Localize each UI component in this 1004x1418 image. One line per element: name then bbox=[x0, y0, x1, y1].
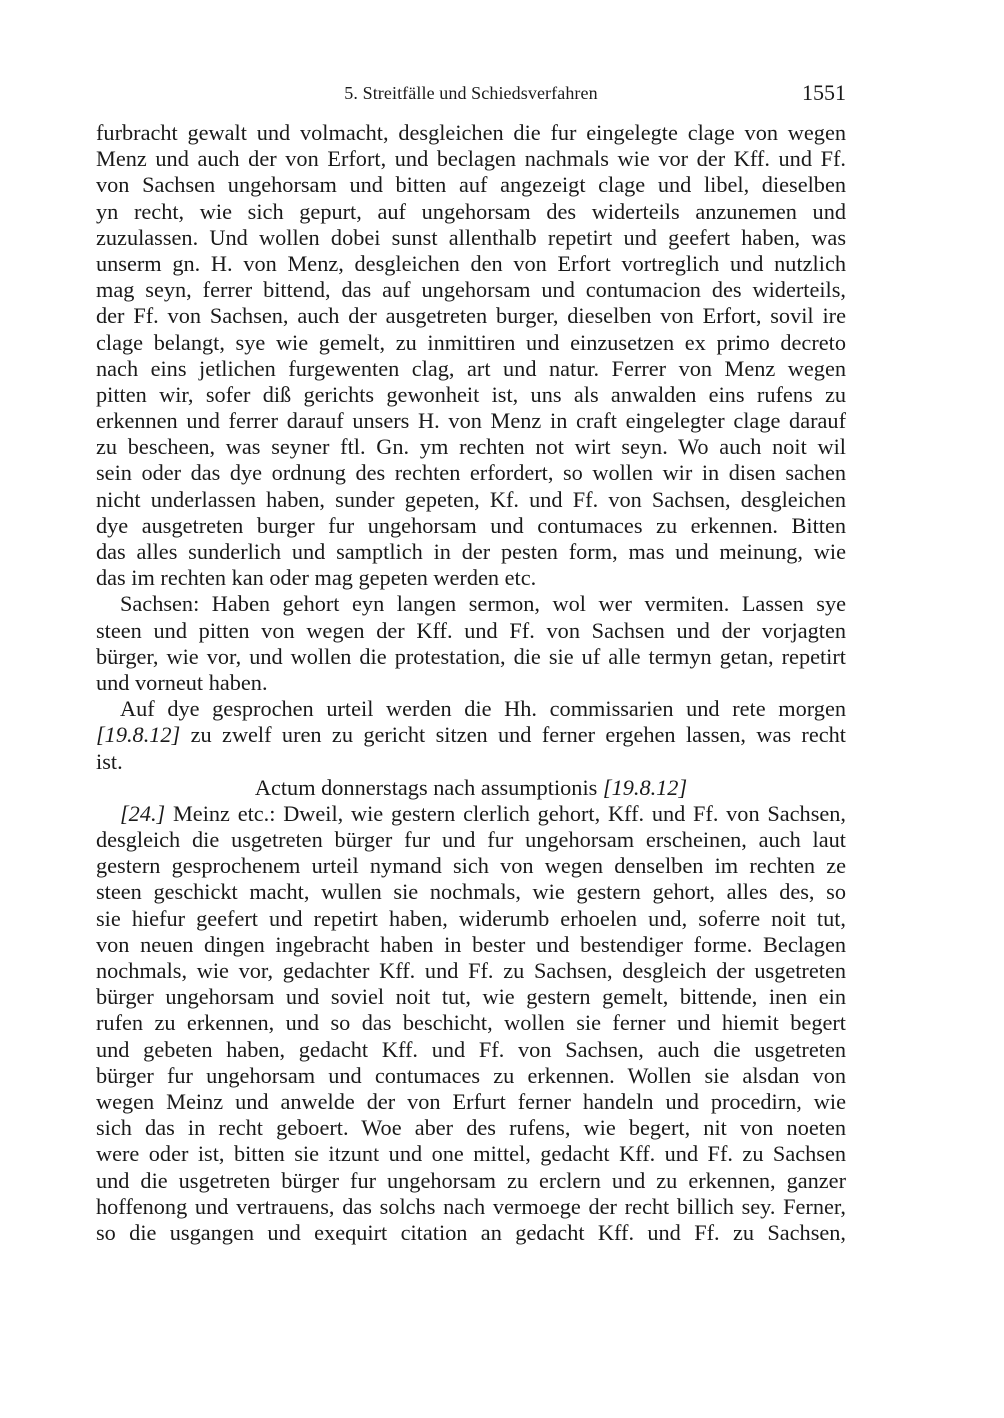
text-line bbox=[96, 749, 846, 775]
text-segment: zu zwelf uren zu gericht sitzen und ferner ergehen lassen, was recht bbox=[180, 722, 846, 748]
text-line bbox=[96, 146, 846, 172]
text-segment: so die usgangen und exequirt citation an gedacht Kff. und Ff. zu Sachsen, bbox=[96, 1219, 846, 1245]
text-segment: das im rechten kan oder mag gepeten werden etc. bbox=[96, 565, 537, 591]
text-segment: Menz und auch der von Erfort, und beclagen nachmals wie vor der Kff. und Ff. bbox=[96, 146, 846, 172]
text-line bbox=[96, 1168, 846, 1194]
text-line bbox=[96, 565, 846, 591]
text-segment: desgleich die usgetreten bürger fur und fur ungehorsam erscheinen, auch laut bbox=[96, 827, 846, 853]
text-segment: were oder ist, bitten sie itzunt und one mittel, gedacht Kff. und Ff. zu Sachsen bbox=[96, 1141, 846, 1167]
text-segment: Meinz etc.: Dweil, wie gestern clerlich gehort, Kff. und Ff. von Sachsen, bbox=[165, 800, 846, 826]
editorial-note: [24.] bbox=[120, 800, 166, 826]
text-line bbox=[96, 670, 846, 696]
text-segment: bürger, wie vor, und wollen die protestation, die sie uf alle termyn getan, repetirt bbox=[96, 643, 846, 669]
text-segment: bürger fur ungehorsam und contumaces zu erkennen. Wollen sie alsdan von bbox=[96, 1062, 846, 1088]
text-line bbox=[96, 722, 846, 748]
text-segment: sich das in recht geboert. Woe aber des rufens, wie begert, nit von noeten bbox=[96, 1115, 846, 1141]
running-title: 5. Streitfälle und Schiedsverfahren bbox=[344, 83, 598, 103]
text-line bbox=[96, 539, 846, 565]
text-segment: mag seyn, ferrer bittend, das auf ungehorsam und contumacion des widerteils, bbox=[96, 277, 846, 303]
text-segment: clage belangt, sye wie gemelt, zu inmittiren und einzusetzen ex primo decreto bbox=[96, 329, 846, 355]
text-segment: der Ff. von Sachsen, auch der ausgetreten burger, dieselben von Erfort, sovil ire bbox=[96, 303, 846, 329]
text-segment: Sachsen: Haben gehort eyn langen sermon, wol wer vermiten. Lassen sye bbox=[120, 591, 846, 617]
text-line bbox=[96, 1194, 846, 1220]
text-line bbox=[96, 1037, 846, 1063]
text-line bbox=[96, 382, 846, 408]
text-segment: Actum donnerstags nach assumptionis bbox=[254, 774, 603, 800]
text-line bbox=[96, 277, 846, 303]
text-line bbox=[96, 591, 846, 617]
text-line bbox=[96, 1115, 846, 1141]
text-line bbox=[96, 696, 846, 722]
editorial-note: [19.8.12] bbox=[96, 722, 181, 748]
text-segment: nicht underlassen haben, sunder gepeten, Kf. und Ff. von Sachsen, desgleichen bbox=[96, 486, 846, 512]
text-line bbox=[96, 460, 846, 486]
text-segment: von Sachsen ungehorsam und bitten auf angezeigt clage und libel, dieselben bbox=[96, 172, 846, 198]
text-line bbox=[96, 801, 846, 827]
text-line bbox=[96, 932, 846, 958]
text-segment: gestern gesprochenem urteil nymand sich von wegen denselben im rechten ze bbox=[96, 853, 846, 879]
text-line bbox=[96, 827, 846, 853]
text-segment: Auf dye gesprochen urteil werden die Hh. commissarien und rete morgen bbox=[120, 696, 846, 722]
text-segment: zu bescheen, was seyner ftl. Gn. ym rechten not wirt seyn. Wo auch noit wil bbox=[96, 434, 846, 460]
text-segment: von neuen dingen ingebracht haben in bester und bestendiger forme. Beclagen bbox=[96, 931, 846, 957]
text-segment: furbracht gewalt und volmacht, desgleichen die fur eingelegte clage von wegen bbox=[96, 120, 846, 145]
text-segment: yn recht, wie sich gepurt, auf ungehorsam des widerteils anzunemen und bbox=[96, 198, 846, 224]
text-segment: das alles sunderlich und samptlich in der pesten form, mas und meinung, wie bbox=[96, 539, 846, 564]
text-line bbox=[96, 172, 846, 198]
text-line bbox=[96, 1141, 846, 1167]
text-segment: ist. bbox=[96, 748, 123, 774]
text-segment: sein oder das dye ordnung des rechten erfordert, so wollen wir in disen sachen bbox=[96, 460, 846, 486]
text-segment: wegen Meinz und anwelde der von Erfurt ferner handeln und procedirn, wie bbox=[96, 1088, 846, 1114]
text-line bbox=[96, 251, 846, 277]
text-line bbox=[96, 199, 846, 225]
text-line bbox=[96, 356, 846, 382]
text-line bbox=[96, 984, 846, 1010]
text-segment: rufen zu erkennen, und so das beschicht, wollen sie ferner und hiemit begert bbox=[96, 1010, 846, 1036]
text-segment: und gebeten haben, gedacht Kff. und Ff. von Sachsen, auch die usgetreten bbox=[96, 1036, 846, 1062]
text-segment: pitten wir, sofer diß gerichts gewonheit ist, uns als anwalden eins rufens zu bbox=[96, 381, 846, 407]
page-number: 1551 bbox=[802, 80, 846, 105]
text-line bbox=[96, 408, 846, 434]
text-segment: unserm gn. H. von Menz, desgleichen den von Erfort vortreglich und nutzlich bbox=[96, 250, 846, 276]
text-segment: erkennen und ferrer darauf unsers H. von Menz in craft eingelegter clage darauf bbox=[96, 408, 846, 434]
text-segment: und vorneut haben. bbox=[96, 669, 268, 695]
text-line bbox=[96, 618, 846, 644]
body-text bbox=[96, 120, 846, 1246]
text-segment: steen und pitten von wegen der Kff. und Ff. von Sachsen und der vorjagten bbox=[96, 617, 846, 643]
text-line bbox=[96, 644, 846, 670]
text-segment: zuzulassen. Und wollen dobei sunst allenthalb repetirt und geefert haben, was bbox=[96, 224, 846, 250]
text-segment: nach eins jetlichen furgewenten clag, art und natur. Ferrer von Menz wegen bbox=[96, 355, 846, 381]
text-segment: und die usgetreten bürger fur ungehorsam zu erclern und zu erkennen, ganzer bbox=[96, 1167, 846, 1193]
text-line bbox=[96, 958, 846, 984]
text-line bbox=[96, 1089, 846, 1115]
text-segment: bürger ungehorsam und soviel noit tut, wie gestern gemelt, bittende, inen ein bbox=[96, 984, 846, 1010]
text-line bbox=[96, 120, 846, 146]
text-line bbox=[96, 1220, 846, 1246]
text-line bbox=[96, 1010, 846, 1036]
editorial-note: [19.8.12] bbox=[602, 774, 688, 800]
text-line bbox=[96, 225, 846, 251]
text-line bbox=[96, 853, 846, 879]
text-segment: dye ausgetreten burger fur ungehorsam und contumaces zu erkennen. Bitten bbox=[96, 512, 846, 538]
text-line bbox=[96, 303, 846, 329]
text-segment: sie hiefur geefert und repetirt haben, widerumb erhoelen und, soferre noit tut, bbox=[96, 905, 846, 931]
text-line bbox=[96, 330, 846, 356]
text-line bbox=[96, 1063, 846, 1089]
text-segment: steen geschickt macht, wullen sie nochmals, wie gestern gehort, alles des, so bbox=[96, 879, 846, 905]
text-segment: nochmals, wie vor, gedachter Kff. und Ff. zu Sachsen, desgleich der usgetreten bbox=[96, 958, 846, 983]
page-header bbox=[96, 80, 846, 108]
text-line bbox=[96, 879, 846, 905]
text-line bbox=[96, 906, 846, 932]
text-segment: hoffenong und vertrauens, das solchs nach vermoege der recht billich sey. Ferner, bbox=[96, 1193, 846, 1219]
section-heading bbox=[96, 775, 846, 801]
text-line bbox=[96, 434, 846, 460]
text-line bbox=[96, 513, 846, 539]
text-line bbox=[96, 487, 846, 513]
